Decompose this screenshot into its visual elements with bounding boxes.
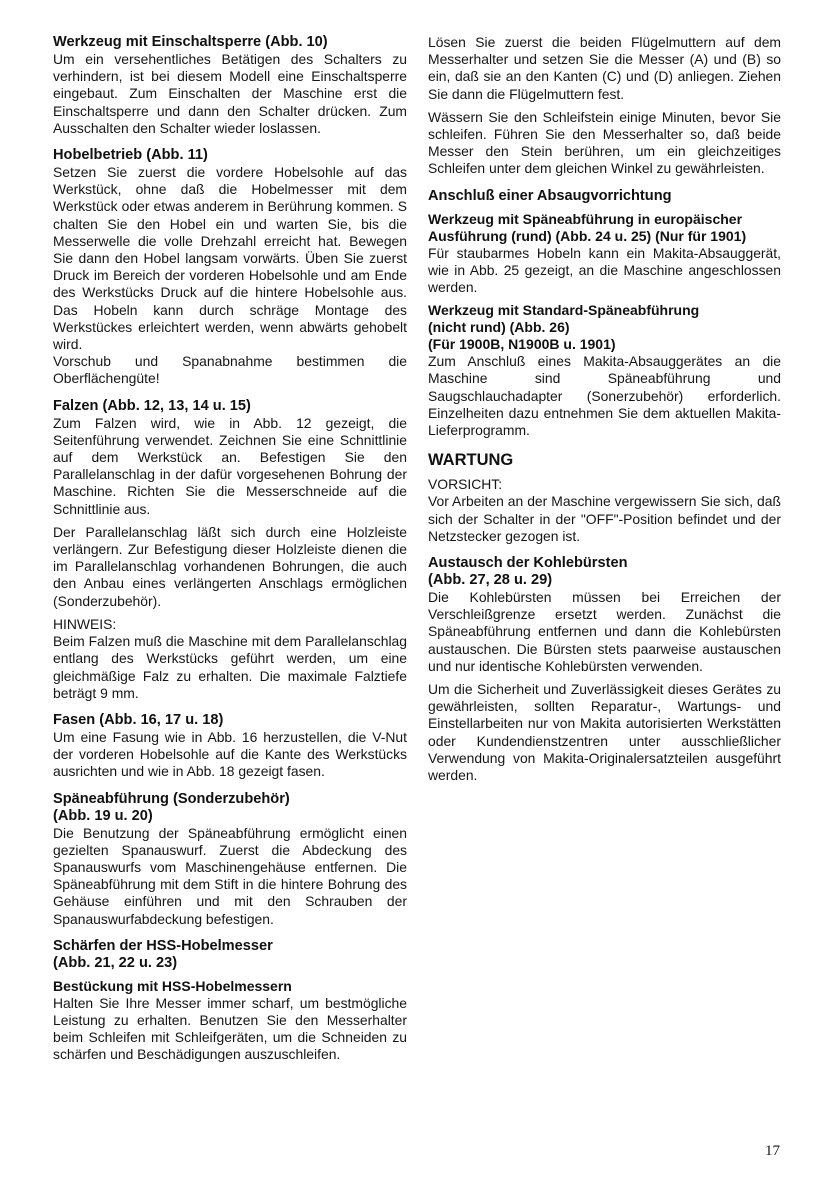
section-heading: Austausch der Kohlebürsten (428, 555, 628, 572)
paragraph: VORSICHT: (428, 476, 503, 493)
paragraph: Halten Sie Ihre Messer immer scharf, um bestmögliche Leistung zu erhalten. Benutzen Sie den Messerhalter beim Schleifen mit Schleifgeräten, um die Schneiden zu schärfen und Beschädigungen auszuschleifen. (53, 994, 407, 1063)
paragraph: Zum Falzen wird, wie in Abb. 12 gezeigt, die Seitenführung verwendet. Zeichnen Sie eine Schnittlinie auf dem Werkstück an. Befestigen Sie den Parallelanschlag in der dafür vorgesehenen Bohrung der Maschine. Richten Sie die Messerschneide auf die Schnittlinie aus. (53, 414, 407, 517)
paragraph: Vor Arbeiten an der Maschine vergewissern Sie sich, daß sich der Schalter in der "OFF"-Position befindet und der Netzstecker gezogen ist. (428, 493, 781, 544)
paragraph: Die Benutzung der Späneabführung ermöglicht einen gezielten Spanauswurf. Zuerst die Abdeckung des Spanauswurfs vom Maschinengehäuse entfernen. Die Späneabführung mit dem Stift in die hintere Bohrung des Gehäuse einführen und mit den Schrauben der Spanauswurfabdeckung befestigen. (53, 824, 407, 927)
paragraph: HINWEIS: (53, 615, 117, 632)
section-heading: Späneabführung (Sonderzubehör) (53, 790, 290, 807)
left-column (53, 34, 407, 1064)
spacer (428, 439, 781, 449)
page-number: 17 (765, 1143, 780, 1159)
section-heading: (Abb. 27, 28 u. 29) (428, 572, 553, 589)
spacer (53, 388, 407, 398)
right-column (428, 34, 781, 784)
paragraph: Um die Sicherheit und Zuverlässigkeit dieses Gerätes zu gewährleisten, sollten Reparatur-, Wartungs- und Einstellarbeiten nur von Makita autorisierten Werkstätten oder Kundendienstzentren unter ausschließlicher Verwendung von Makita-Originalersatzteilen ausgeführt werden. (428, 681, 781, 784)
spacer (53, 781, 407, 791)
section-heading: (Abb. 19 u. 20) (53, 807, 153, 824)
paragraph: Die Kohlebürsten müssen bei Erreichen der Verschleißgrenze ersetzt werden. Zunächst die Späneabführung entfernen und dann die Kohlebürsten austauschen. Die Bürsten stets paarweise austauschen und nur identische Kohlebürsten verwenden. (428, 589, 781, 674)
paragraph: Der Parallelanschlag läßt sich durch eine Holzleiste verlängern. Zur Befestigung dieser Holzleiste dienen die im Parallelanschlag vorhandenen Bohrungen, die auch den Anbau eines verlängerten Anschlags ermöglichen (Sonderzubehör). (53, 523, 407, 609)
paragraph: Zum Anschluß eines Makita-Absauggerätes an die Maschine sind Späneabführung und Saugschlauchadapter (Sonerzubehör) erforderlich. Einzelheiten dazu entnehmen Sie dem aktuellen Makita-Lieferprogramm. (428, 353, 781, 439)
paragraph: Wässern Sie den Schleifstein einige Minuten, bevor Sie schleifen. Führen Sie den Messerhalter so, daß beide Messer den Stein berühren, um ein gleichzeitiges Schleifen unter dem gleichen Winkel zu gewährleisten. (428, 108, 781, 177)
paragraph: Beim Falzen muß die Maschine mit dem Parallelanschlag entlang des Werkstücks geführt werden, um eine gleichmäßige Falz zu erhalten. Die maximale Falztiefe beträgt 9 mm. (53, 633, 407, 701)
sub-heading: Werkzeug mit Späneabführung in europäischer Ausführung (rund) (Abb. 24 u. 25) (Nur für 1901) (428, 210, 747, 244)
paragraph: Für staubarmes Hobeln kann ein Makita-Absauggerät, wie in Abb. 25 gezeigt, an die Maschine angeschlossen werden. (428, 244, 781, 296)
spacer (428, 545, 781, 555)
spacer (53, 702, 407, 712)
section-heading: Anschluß einer Absaugvorrichtung (428, 187, 672, 204)
paragraph: Lösen Sie zuerst die beiden Flügelmuttern auf dem Messerhalter und setzen Sie die Messer (A) und (B) so ein, daß sie an den Kanten (C) und (D) anliegen. Ziehen Sie dann die Flügelmuttern fest. (428, 34, 781, 102)
paragraph: Vorschub und Spanabnahme bestimmen die Oberflächengüte! (53, 353, 407, 387)
spacer (428, 178, 781, 188)
section-heading: (Abb. 21, 22 u. 23) (53, 954, 178, 971)
chapter-heading: WARTUNG (428, 451, 514, 470)
section-heading: Werkzeug mit Einschaltsperre (Abb. 10) (53, 34, 328, 50)
section-heading: Hobelbetrieb (Abb. 11) (53, 147, 208, 164)
sub-heading: (nicht rund) (Abb. 26) (428, 319, 570, 336)
section-heading: Schärfen der HSS-Hobelmesser (53, 937, 273, 954)
spacer (53, 928, 407, 938)
section-heading: Falzen (Abb. 12, 13, 14 u. 15) (53, 397, 251, 414)
paragraph: Setzen Sie zuerst die vordere Hobelsohle auf das Werkstück, ohne daß die Hobelmesser mit dem Werkstück oder etwas anderem in Berührung kommen. S chalten Sie den Hobel ein und warten Sie, bis die Messerwelle die volle Drehzahl erreicht hat. Bewegen Sie dann den Hobel langsam vorwärts. Üben Sie zuerst Druck im Bereich der vorderen Hobelsohle und am Ende des Werkstücks Druck auf die hintere Hobelsohle aus. Das Hobeln kann durch schräge Montage des Werkstückes erleichtert werden, wenn abwärts gehobelt wird. (53, 164, 407, 353)
sub-heading: Bestückung mit HSS-Hobelmessern (53, 977, 292, 994)
paragraph: Um ein versehentliches Betätigen des Schalters zu verhindern, ist bei diesem Modell eine Einschaltsperre eingebaut. Zum Einschalten der Maschine erst die Einschaltsperre und dann den Schalter drücken. Zum Ausschalten den Schalter wieder loslassen. (53, 51, 407, 136)
spacer (53, 137, 407, 147)
sub-heading: Werkzeug mit Standard-Späneabführung (428, 302, 700, 319)
sub-heading: (Für 1900B, N1900B u. 1901) (428, 336, 616, 353)
section-heading: Fasen (Abb. 16, 17 u. 18) (53, 711, 224, 728)
paragraph: Um eine Fasung wie in Abb. 16 herzustellen, die V-Nut der vorderen Hobelsohle auf die Kante des Werkstücks ausrichten und wie in Abb. 18 gezeigt fasen. (53, 728, 407, 780)
